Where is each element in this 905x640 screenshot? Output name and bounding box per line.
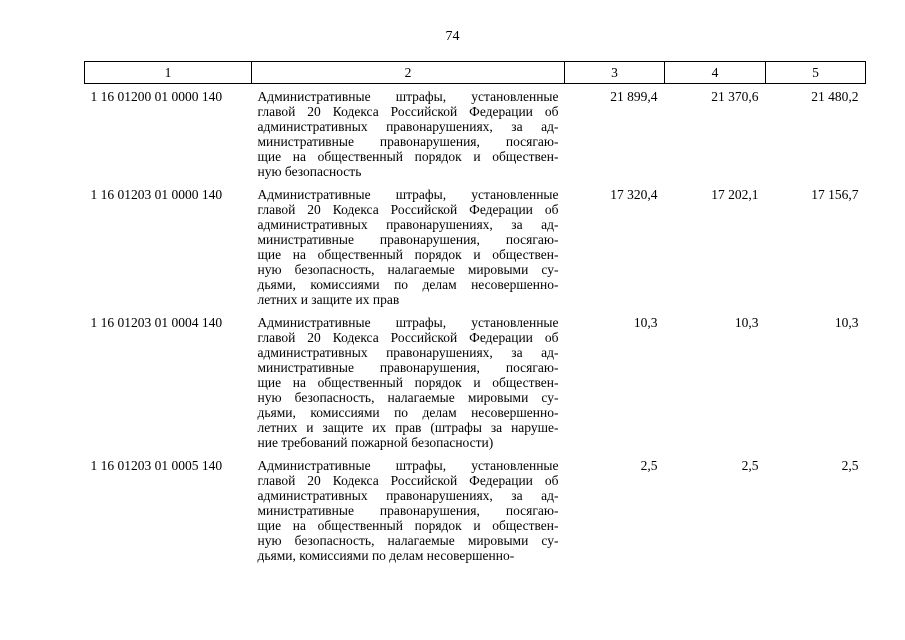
column-header-4: 4 <box>665 62 766 84</box>
amount-column-4: 21 370,6 <box>711 89 759 104</box>
description-line: Административные штрафы, установленные <box>257 458 559 473</box>
amount-column-4: 17 202,1 <box>711 187 759 202</box>
amount-column-5: 10,3 <box>834 315 859 330</box>
description-line: летних и защите их прав <box>257 292 400 307</box>
revenue-description <box>252 84 565 183</box>
column-header-1: 1 <box>85 62 252 84</box>
description-line: министративные правонарушения, посягаю- <box>257 232 559 247</box>
description-line: министративные правонарушения, посягаю- <box>257 134 559 149</box>
table-body <box>85 84 866 567</box>
description-line: административных правонарушениях, за ад- <box>257 119 559 134</box>
description-line: ную безопасность, налагаемые мировыми су- <box>257 390 559 405</box>
table-row <box>85 182 866 310</box>
description-line: щие на общественный порядок и обществен- <box>257 375 559 390</box>
column-header-5: 5 <box>766 62 866 84</box>
description-line: ную безопасность, налагаемые мировыми су- <box>257 262 559 277</box>
revenue-description <box>252 453 565 566</box>
column-header-2: 2 <box>252 62 565 84</box>
description-line: ную безопасность, налагаемые мировыми су- <box>257 533 559 548</box>
description-line: главой 20 Кодекса Российской Федерации об <box>257 104 559 119</box>
description-line: дьями, комиссиями по делам несовершенно- <box>257 405 559 420</box>
amount-column-3: 10,3 <box>633 315 658 330</box>
description-line: щие на общественный порядок и обществен- <box>257 518 559 533</box>
revenue-code: 1 16 01203 01 0000 140 <box>90 187 223 202</box>
revenue-description <box>252 182 565 310</box>
description-line: Административные штрафы, установленные <box>257 187 559 202</box>
amount-column-4: 10,3 <box>734 315 759 330</box>
table-row <box>85 310 866 453</box>
description-line: щие на общественный порядок и обществен- <box>257 247 559 262</box>
revenue-code: 1 16 01200 01 0000 140 <box>90 89 223 104</box>
description-line: министративные правонарушения, посягаю- <box>257 360 559 375</box>
description-line: главой 20 Кодекса Российской Федерации об <box>257 202 559 217</box>
amount-column-5: 2,5 <box>841 458 859 473</box>
description-line: ние требований пожарной безопасности) <box>257 435 494 450</box>
revenue-code: 1 16 01203 01 0005 140 <box>90 458 223 473</box>
column-header-3: 3 <box>565 62 665 84</box>
description-line: главой 20 Кодекса Российской Федерации об <box>257 330 559 345</box>
description-line: дьями, комиссиями по делам несовершенно- <box>257 277 559 292</box>
budget-table <box>84 61 866 566</box>
table-header-row <box>85 62 866 84</box>
revenue-code: 1 16 01203 01 0004 140 <box>90 315 223 330</box>
description-line: административных правонарушениях, за ад- <box>257 345 559 360</box>
revenue-description <box>252 310 565 453</box>
amount-column-4: 2,5 <box>741 458 759 473</box>
description-line: административных правонарушениях, за ад- <box>257 217 559 232</box>
description-line: Административные штрафы, установленные <box>257 89 559 104</box>
amount-column-3: 17 320,4 <box>610 187 658 202</box>
description-line: административных правонарушениях, за ад- <box>257 488 559 503</box>
amount-column-3: 21 899,4 <box>610 89 658 104</box>
amount-column-3: 2,5 <box>640 458 658 473</box>
description-line: летних и защите их прав (штрафы за наруше- <box>257 420 559 435</box>
amount-column-5: 17 156,7 <box>811 187 859 202</box>
description-line: ную безопасность <box>257 164 362 179</box>
amount-column-5: 21 480,2 <box>811 89 859 104</box>
description-line: Административные штрафы, установленные <box>257 315 559 330</box>
page-number: 74 <box>445 29 460 44</box>
description-line: главой 20 Кодекса Российской Федерации об <box>257 473 559 488</box>
table-row <box>85 84 866 183</box>
description-line: дьями, комиссиями по делам несовершенно- <box>257 548 515 563</box>
description-line: щие на общественный порядок и обществен- <box>257 149 559 164</box>
description-line: министративные правонарушения, посягаю- <box>257 503 559 518</box>
table-row <box>85 453 866 566</box>
